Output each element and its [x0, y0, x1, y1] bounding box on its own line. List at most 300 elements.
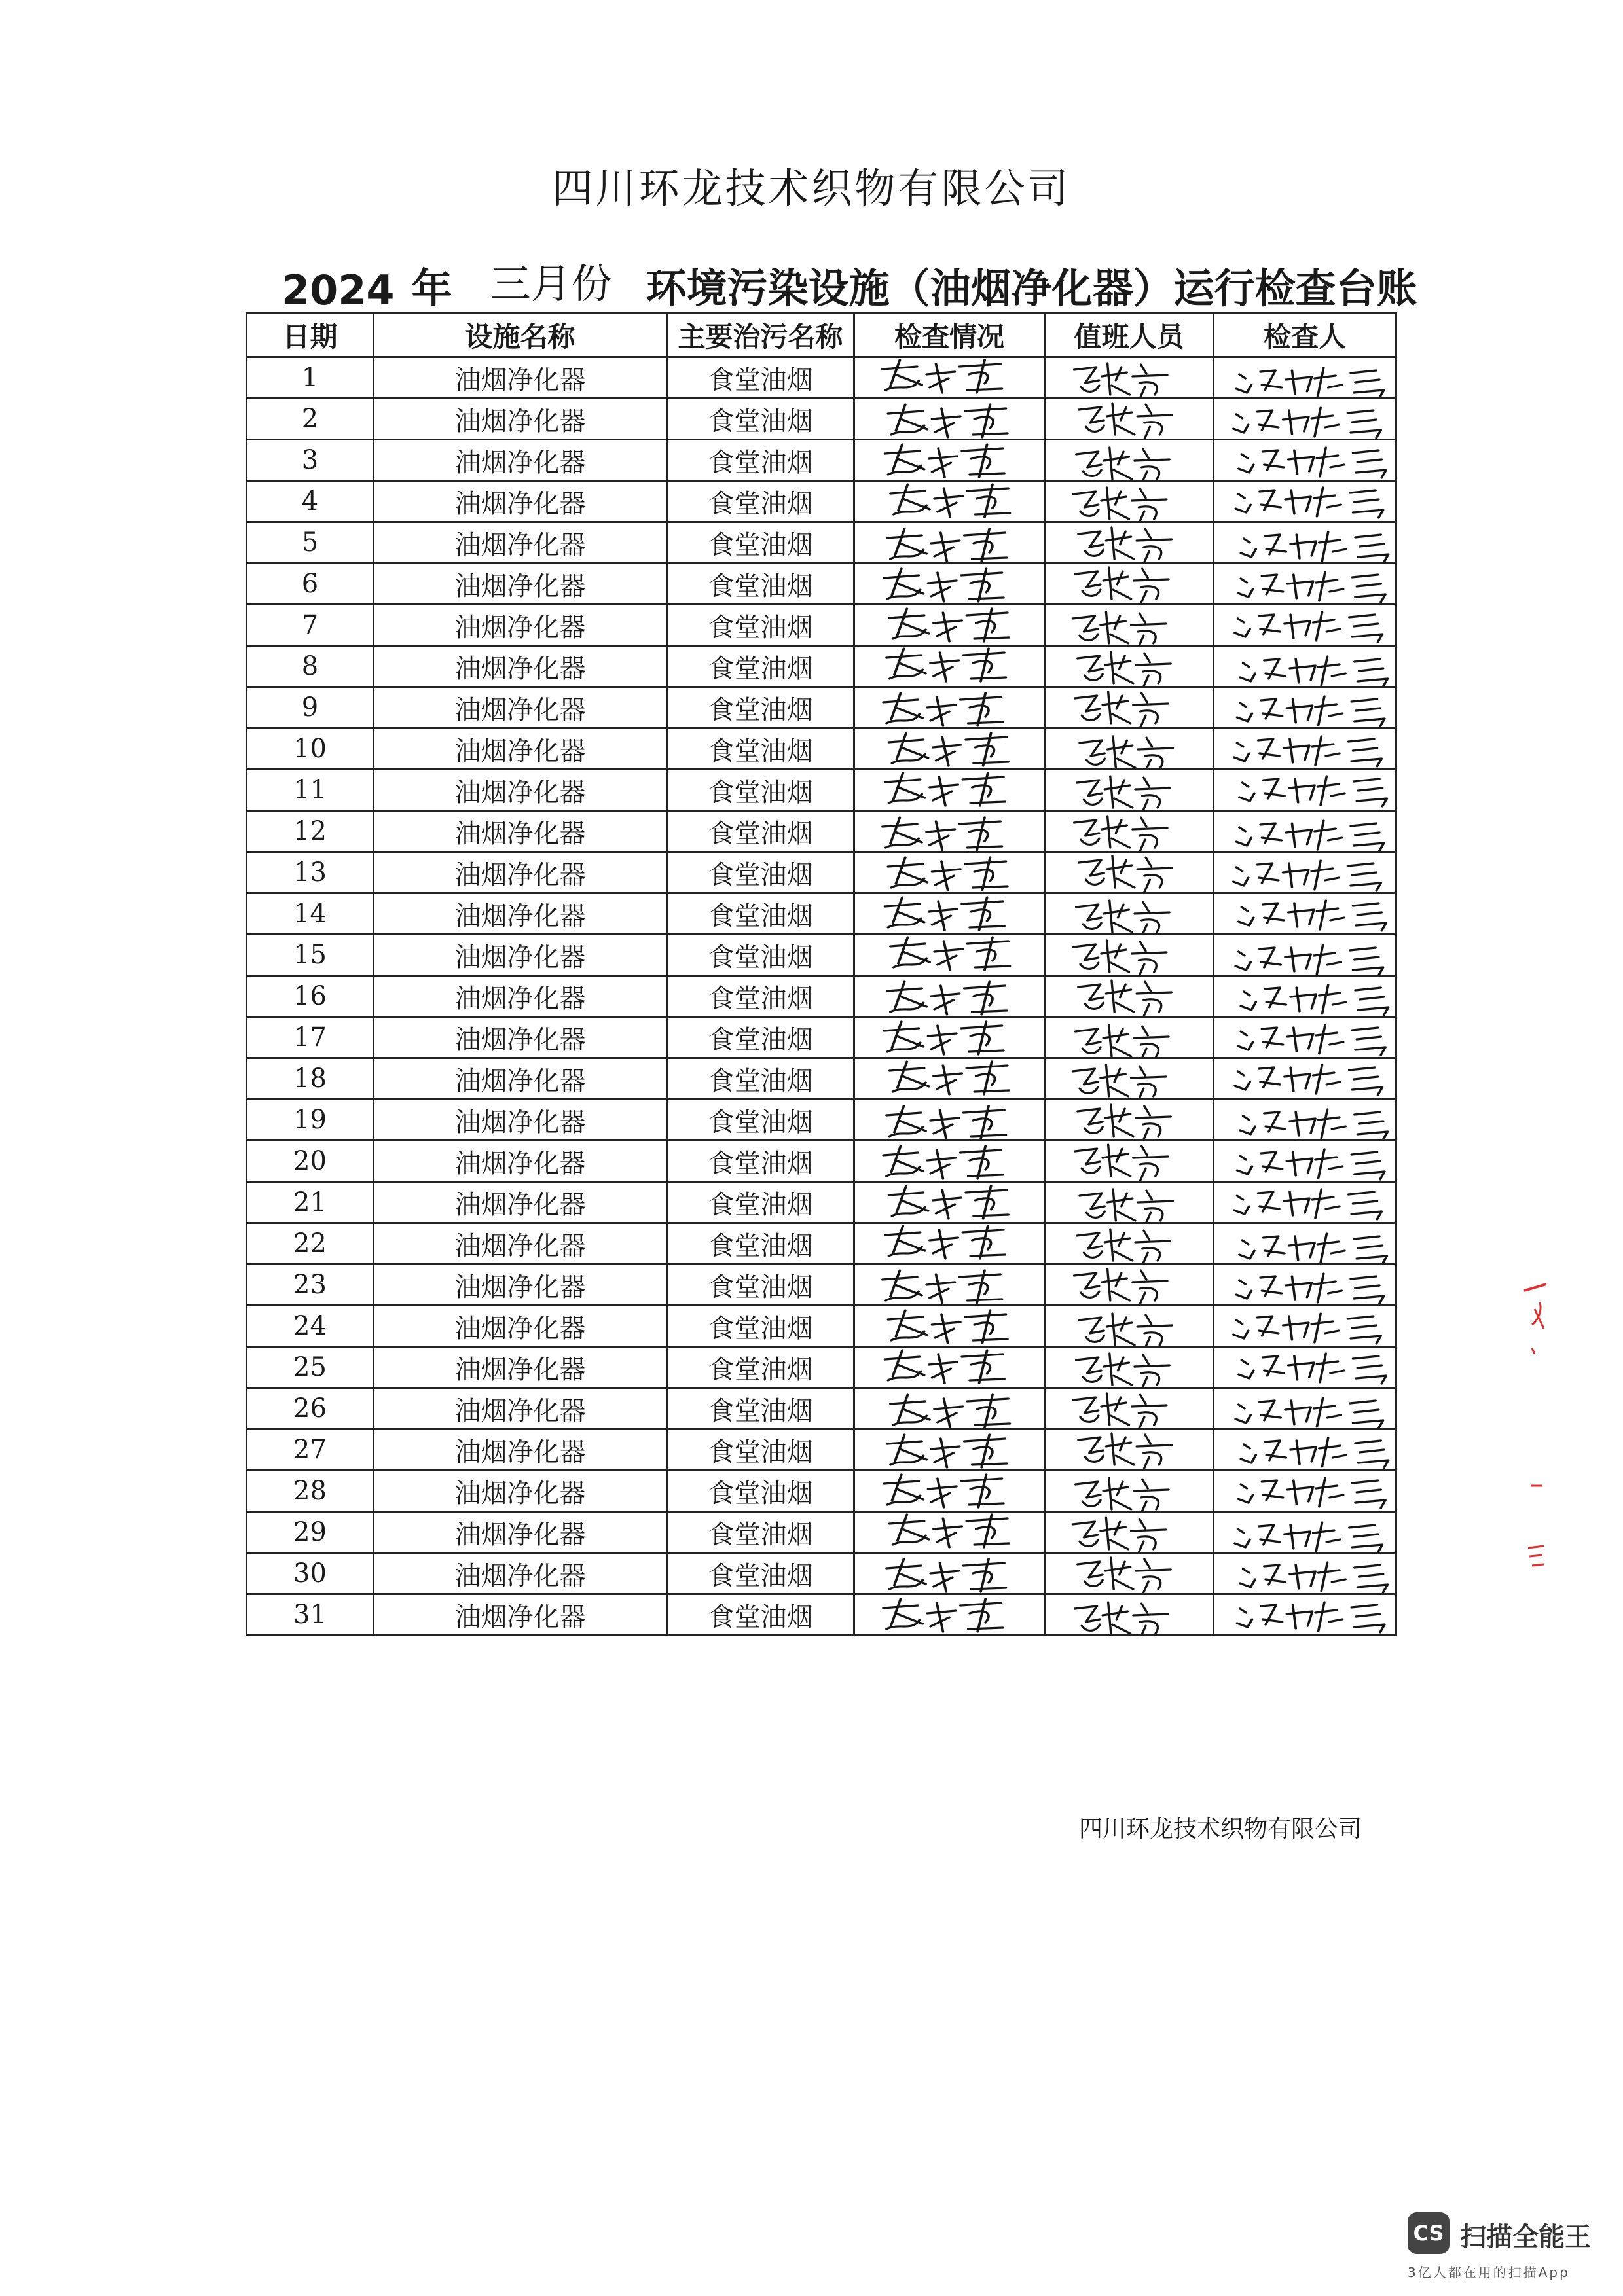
table-row: [247, 893, 1396, 935]
row-facility: 油烟净化器: [374, 357, 667, 399]
row-facility: 油烟净化器: [374, 852, 667, 893]
row-date: 13: [247, 852, 374, 893]
row-pollutant: 食堂油烟: [667, 1058, 854, 1100]
row-facility: 油烟净化器: [374, 605, 667, 646]
handwritten-signature: [1214, 893, 1395, 935]
row-date: 7: [247, 605, 374, 646]
row-facility: 油烟净化器: [374, 935, 667, 976]
handwritten-signature: [1046, 1100, 1213, 1141]
header-inspection: 检查情况: [854, 314, 1045, 357]
handwritten-signature: [1046, 893, 1213, 935]
handwritten-signature: [855, 893, 1044, 935]
row-signature-duty: [1045, 399, 1214, 440]
row-facility: 油烟净化器: [374, 646, 667, 687]
handwritten-signature: [855, 522, 1044, 564]
row-signature-inspection: [854, 728, 1045, 770]
row-signature-inspector: [1214, 646, 1396, 687]
row-pollutant: 食堂油烟: [667, 1471, 854, 1512]
row-signature-duty: [1045, 1594, 1214, 1636]
row-pollutant: 食堂油烟: [667, 687, 854, 728]
row-signature-inspector: [1214, 893, 1396, 935]
row-signature-inspection: [854, 440, 1045, 481]
row-signature-inspector: [1214, 481, 1396, 522]
handwritten-signature: [1214, 1388, 1395, 1429]
handwritten-signature: [1214, 564, 1395, 605]
row-pollutant: 食堂油烟: [667, 646, 854, 687]
row-pollutant: 食堂油烟: [667, 1223, 854, 1265]
table-row: [247, 1141, 1396, 1182]
row-pollutant: 食堂油烟: [667, 1347, 854, 1388]
handwritten-signature: [1214, 852, 1395, 893]
row-date: 3: [247, 440, 374, 481]
row-pollutant: 食堂油烟: [667, 399, 854, 440]
row-signature-duty: [1045, 1471, 1214, 1512]
row-date: 23: [247, 1265, 374, 1306]
row-signature-inspection: [854, 1100, 1045, 1141]
title-year-suffix: 年: [411, 264, 452, 312]
row-signature-duty: [1045, 522, 1214, 564]
row-signature-inspector: [1214, 605, 1396, 646]
handwritten-signature: [855, 976, 1044, 1017]
row-date: 25: [247, 1347, 374, 1388]
handwritten-signature: [1214, 1512, 1395, 1553]
row-signature-inspector: [1214, 811, 1396, 852]
handwritten-signature: [1046, 646, 1213, 687]
row-pollutant: 食堂油烟: [667, 522, 854, 564]
handwritten-signature: [1046, 1017, 1213, 1058]
row-signature-inspector: [1214, 1553, 1396, 1594]
table-row: [247, 852, 1396, 893]
handwritten-signature: [1046, 564, 1213, 605]
row-signature-duty: [1045, 1429, 1214, 1471]
row-pollutant: 食堂油烟: [667, 852, 854, 893]
row-signature-inspector: [1214, 440, 1396, 481]
row-date: 11: [247, 770, 374, 811]
table-row: [247, 1512, 1396, 1553]
row-facility: 油烟净化器: [374, 728, 667, 770]
row-signature-inspector: [1214, 852, 1396, 893]
handwritten-signature: [1046, 399, 1213, 440]
row-signature-inspector: [1214, 1306, 1396, 1347]
row-facility: 油烟净化器: [374, 399, 667, 440]
handwritten-signature: [1046, 1429, 1213, 1471]
row-date: 5: [247, 522, 374, 564]
handwritten-signature: [855, 605, 1044, 646]
table-row: [247, 1223, 1396, 1265]
row-date: 4: [247, 481, 374, 522]
row-signature-inspector: [1214, 1058, 1396, 1100]
row-pollutant: 食堂油烟: [667, 605, 854, 646]
row-signature-duty: [1045, 646, 1214, 687]
table-header-row: [247, 314, 1396, 357]
footer-company: 四川环龙技术织物有限公司: [1079, 1816, 1362, 1842]
handwritten-signature: [1214, 1471, 1395, 1512]
table-row: [247, 1017, 1396, 1058]
handwritten-signature: [1046, 976, 1213, 1017]
table-row: [247, 1594, 1396, 1636]
handwritten-signature: [1214, 1594, 1395, 1636]
handwritten-signature: [1214, 1058, 1395, 1100]
header-facility: 设施名称: [374, 314, 667, 357]
row-signature-inspector: [1214, 1388, 1396, 1429]
row-signature-inspector: [1214, 1347, 1396, 1388]
handwritten-signature: [1214, 1017, 1395, 1058]
row-facility: 油烟净化器: [374, 1594, 667, 1636]
row-facility: 油烟净化器: [374, 1265, 667, 1306]
title-year: 2024: [282, 266, 395, 314]
row-signature-duty: [1045, 728, 1214, 770]
row-date: 31: [247, 1594, 374, 1636]
handwritten-signature: [855, 1265, 1044, 1306]
row-date: 12: [247, 811, 374, 852]
row-date: 10: [247, 728, 374, 770]
row-signature-duty: [1045, 440, 1214, 481]
handwritten-signature: [1214, 1553, 1395, 1594]
row-date: 29: [247, 1512, 374, 1553]
row-date: 26: [247, 1388, 374, 1429]
row-signature-inspector: [1214, 1017, 1396, 1058]
row-signature-inspection: [854, 1223, 1045, 1265]
row-pollutant: 食堂油烟: [667, 770, 854, 811]
handwritten-signature: [855, 1471, 1044, 1512]
row-date: 15: [247, 935, 374, 976]
row-signature-duty: [1045, 935, 1214, 976]
row-facility: 油烟净化器: [374, 564, 667, 605]
ledger-body: [247, 357, 1396, 1636]
row-facility: 油烟净化器: [374, 1306, 667, 1347]
row-date: 2: [247, 399, 374, 440]
handwritten-signature: [855, 1058, 1044, 1100]
row-signature-inspection: [854, 770, 1045, 811]
handwritten-signature: [855, 728, 1044, 770]
handwritten-signature: [855, 1100, 1044, 1141]
stamp-edge-marks: [1506, 1283, 1565, 1597]
row-signature-inspector: [1214, 1265, 1396, 1306]
row-signature-inspection: [854, 399, 1045, 440]
row-signature-inspector: [1214, 357, 1396, 399]
row-signature-inspection: [854, 1141, 1045, 1182]
row-signature-inspection: [854, 1306, 1045, 1347]
handwritten-signature: [855, 357, 1044, 399]
row-signature-inspector: [1214, 1182, 1396, 1223]
row-facility: 油烟净化器: [374, 687, 667, 728]
row-signature-duty: [1045, 564, 1214, 605]
handwritten-signature: [855, 440, 1044, 481]
handwritten-signature: [1214, 976, 1395, 1017]
row-facility: 油烟净化器: [374, 1223, 667, 1265]
row-date: 6: [247, 564, 374, 605]
handwritten-signature: [855, 1553, 1044, 1594]
row-signature-inspector: [1214, 770, 1396, 811]
row-signature-duty: [1045, 687, 1214, 728]
row-date: 1: [247, 357, 374, 399]
handwritten-signature: [1046, 1223, 1213, 1265]
row-signature-inspection: [854, 357, 1045, 399]
handwritten-signature: [1214, 1306, 1395, 1347]
row-signature-duty: [1045, 1058, 1214, 1100]
row-pollutant: 食堂油烟: [667, 1100, 854, 1141]
table-row: [247, 1058, 1396, 1100]
row-date: 17: [247, 1017, 374, 1058]
handwritten-signature: [855, 399, 1044, 440]
row-facility: 油烟净化器: [374, 1058, 667, 1100]
handwritten-signature: [1214, 1182, 1395, 1223]
table-row: [247, 522, 1396, 564]
handwritten-signature: [1214, 522, 1395, 564]
table-row: [247, 440, 1396, 481]
row-pollutant: 食堂油烟: [667, 976, 854, 1017]
table-row: [247, 687, 1396, 728]
row-pollutant: 食堂油烟: [667, 564, 854, 605]
row-signature-inspection: [854, 687, 1045, 728]
row-pollutant: 食堂油烟: [667, 1017, 854, 1058]
row-pollutant: 食堂油烟: [667, 935, 854, 976]
row-pollutant: 食堂油烟: [667, 1306, 854, 1347]
handwritten-signature: [1214, 935, 1395, 976]
row-facility: 油烟净化器: [374, 1347, 667, 1388]
scanner-logo: CS: [1408, 2212, 1450, 2254]
table-row: [247, 935, 1396, 976]
table-row: [247, 564, 1396, 605]
scanner-app-name: 扫描全能王: [1460, 2222, 1591, 2252]
handwritten-signature: [1046, 522, 1213, 564]
scanner-watermark: [1408, 2212, 1604, 2284]
ledger-title: [282, 242, 1417, 314]
handwritten-signature: [855, 481, 1044, 522]
title-month: 三月份: [468, 251, 634, 314]
row-facility: 油烟净化器: [374, 1471, 667, 1512]
row-facility: 油烟净化器: [374, 976, 667, 1017]
header-pollutant: 主要治污名称: [667, 314, 854, 357]
row-signature-inspection: [854, 1429, 1045, 1471]
row-pollutant: 食堂油烟: [667, 440, 854, 481]
row-pollutant: 食堂油烟: [667, 1594, 854, 1636]
handwritten-signature: [1046, 728, 1213, 770]
row-signature-inspection: [854, 976, 1045, 1017]
row-signature-inspection: [854, 893, 1045, 935]
row-pollutant: 食堂油烟: [667, 1141, 854, 1182]
row-pollutant: 食堂油烟: [667, 728, 854, 770]
handwritten-signature: [855, 1594, 1044, 1636]
row-signature-inspector: [1214, 522, 1396, 564]
handwritten-signature: [855, 852, 1044, 893]
row-signature-duty: [1045, 1100, 1214, 1141]
table-row: [247, 1429, 1396, 1471]
handwritten-signature: [1214, 1429, 1395, 1471]
handwritten-signature: [855, 1306, 1044, 1347]
row-signature-inspector: [1214, 976, 1396, 1017]
handwritten-signature: [1046, 1553, 1213, 1594]
row-signature-inspector: [1214, 564, 1396, 605]
row-pollutant: 食堂油烟: [667, 1388, 854, 1429]
handwritten-signature: [1046, 1388, 1213, 1429]
row-signature-inspection: [854, 605, 1045, 646]
row-signature-duty: [1045, 357, 1214, 399]
row-signature-duty: [1045, 1182, 1214, 1223]
row-signature-inspector: [1214, 1223, 1396, 1265]
row-facility: 油烟净化器: [374, 770, 667, 811]
row-facility: 油烟净化器: [374, 893, 667, 935]
row-signature-duty: [1045, 1347, 1214, 1388]
handwritten-signature: [1214, 770, 1395, 811]
row-signature-inspector: [1214, 728, 1396, 770]
table-row: [247, 605, 1396, 646]
handwritten-signature: [1214, 481, 1395, 522]
company-title: 四川环龙技术织物有限公司: [552, 164, 1071, 212]
row-signature-duty: [1045, 770, 1214, 811]
handwritten-signature: [1214, 728, 1395, 770]
handwritten-signature: [1046, 1141, 1213, 1182]
row-signature-inspector: [1214, 687, 1396, 728]
row-pollutant: 食堂油烟: [667, 357, 854, 399]
row-signature-inspection: [854, 811, 1045, 852]
row-signature-duty: [1045, 1306, 1214, 1347]
handwritten-signature: [1046, 1058, 1213, 1100]
row-pollutant: 食堂油烟: [667, 1429, 854, 1471]
row-signature-duty: [1045, 893, 1214, 935]
handwritten-signature: [855, 1223, 1044, 1265]
row-signature-inspection: [854, 1182, 1045, 1223]
table-row: [247, 1471, 1396, 1512]
row-signature-inspector: [1214, 1594, 1396, 1636]
row-date: 20: [247, 1141, 374, 1182]
handwritten-signature: [1046, 811, 1213, 852]
row-signature-duty: [1045, 852, 1214, 893]
row-signature-inspector: [1214, 1100, 1396, 1141]
handwritten-signature: [1046, 1594, 1213, 1636]
row-facility: 油烟净化器: [374, 1388, 667, 1429]
row-date: 24: [247, 1306, 374, 1347]
row-signature-duty: [1045, 1388, 1214, 1429]
handwritten-signature: [855, 1017, 1044, 1058]
row-signature-inspection: [854, 1553, 1045, 1594]
row-date: 22: [247, 1223, 374, 1265]
handwritten-signature: [1046, 852, 1213, 893]
row-facility: 油烟净化器: [374, 481, 667, 522]
row-signature-duty: [1045, 481, 1214, 522]
row-signature-duty: [1045, 605, 1214, 646]
row-signature-inspection: [854, 1512, 1045, 1553]
row-signature-inspector: [1214, 1141, 1396, 1182]
row-facility: 油烟净化器: [374, 1017, 667, 1058]
handwritten-signature: [1214, 1223, 1395, 1265]
row-date: 8: [247, 646, 374, 687]
table-row: [247, 770, 1396, 811]
row-signature-duty: [1045, 976, 1214, 1017]
header-inspector: 检查人: [1214, 314, 1396, 357]
row-signature-duty: [1045, 1017, 1214, 1058]
row-facility: 油烟净化器: [374, 1553, 667, 1594]
row-signature-duty: [1045, 1223, 1214, 1265]
row-signature-duty: [1045, 811, 1214, 852]
table-row: [247, 646, 1396, 687]
table-row: [247, 357, 1396, 399]
row-pollutant: 食堂油烟: [667, 1512, 854, 1553]
row-facility: 油烟净化器: [374, 1141, 667, 1182]
row-signature-inspection: [854, 1347, 1045, 1388]
header-date: 日期: [247, 314, 374, 357]
row-signature-inspector: [1214, 399, 1396, 440]
handwritten-signature: [855, 1429, 1044, 1471]
row-date: 27: [247, 1429, 374, 1471]
handwritten-signature: [1046, 687, 1213, 728]
handwritten-signature: [855, 1347, 1044, 1388]
row-facility: 油烟净化器: [374, 522, 667, 564]
row-signature-inspection: [854, 1594, 1045, 1636]
handwritten-signature: [1046, 357, 1213, 399]
handwritten-signature: [1046, 1265, 1213, 1306]
handwritten-signature: [1046, 1471, 1213, 1512]
handwritten-signature: [855, 1141, 1044, 1182]
handwritten-signature: [855, 1182, 1044, 1223]
handwritten-signature: [855, 811, 1044, 852]
handwritten-signature: [855, 770, 1044, 811]
row-signature-inspection: [854, 522, 1045, 564]
row-date: 9: [247, 687, 374, 728]
handwritten-signature: [855, 1512, 1044, 1553]
row-signature-inspection: [854, 1388, 1045, 1429]
row-date: 18: [247, 1058, 374, 1100]
handwritten-signature: [1214, 605, 1395, 646]
handwritten-signature: [1046, 1306, 1213, 1347]
row-signature-inspector: [1214, 935, 1396, 976]
row-date: 19: [247, 1100, 374, 1141]
handwritten-signature: [1214, 687, 1395, 728]
row-facility: 油烟净化器: [374, 1100, 667, 1141]
table-row: [247, 1388, 1396, 1429]
handwritten-signature: [855, 564, 1044, 605]
row-facility: 油烟净化器: [374, 1512, 667, 1553]
handwritten-signature: [1046, 1512, 1213, 1553]
table-row: [247, 728, 1396, 770]
table-row: [247, 399, 1396, 440]
row-pollutant: 食堂油烟: [667, 893, 854, 935]
row-facility: 油烟净化器: [374, 1429, 667, 1471]
row-signature-inspection: [854, 1265, 1045, 1306]
handwritten-signature: [1046, 935, 1213, 976]
row-signature-inspector: [1214, 1429, 1396, 1471]
table-row: [247, 481, 1396, 522]
row-pollutant: 食堂油烟: [667, 811, 854, 852]
row-signature-inspection: [854, 1471, 1045, 1512]
row-signature-duty: [1045, 1141, 1214, 1182]
row-facility: 油烟净化器: [374, 811, 667, 852]
handwritten-signature: [1214, 646, 1395, 687]
inspection-ledger-table: [246, 312, 1397, 1636]
row-facility: 油烟净化器: [374, 440, 667, 481]
row-facility: 油烟净化器: [374, 1182, 667, 1223]
table-row: [247, 1265, 1396, 1306]
row-date: 30: [247, 1553, 374, 1594]
row-date: 16: [247, 976, 374, 1017]
row-signature-inspector: [1214, 1471, 1396, 1512]
handwritten-signature: [1214, 811, 1395, 852]
title-subject: 环境污染设施（油烟净化器）运行检查台账: [646, 264, 1417, 312]
row-signature-inspector: [1214, 1512, 1396, 1553]
handwritten-signature: [1046, 1182, 1213, 1223]
handwritten-signature: [1214, 1100, 1395, 1141]
row-signature-duty: [1045, 1512, 1214, 1553]
row-signature-inspection: [854, 935, 1045, 976]
handwritten-signature: [855, 1388, 1044, 1429]
handwritten-signature: [1214, 1141, 1395, 1182]
table-row: [247, 811, 1396, 852]
table-row: [247, 1100, 1396, 1141]
table-row: [247, 976, 1396, 1017]
row-signature-inspection: [854, 564, 1045, 605]
row-pollutant: 食堂油烟: [667, 1553, 854, 1594]
row-date: 28: [247, 1471, 374, 1512]
